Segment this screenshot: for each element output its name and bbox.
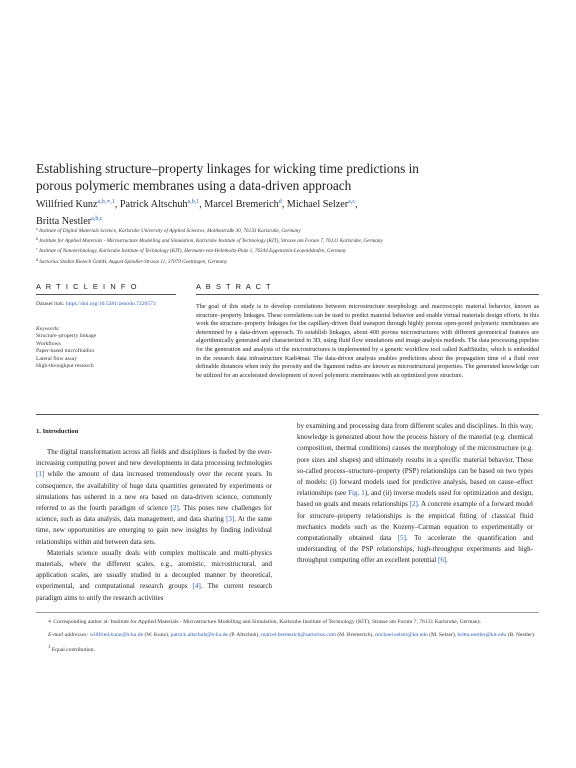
title-line: Establishing structure–property linkages for wicking time predictions in (36, 161, 419, 176)
text-run: . This poses new challenges for science, such as data analysis, data management, and data sharing (36, 504, 272, 524)
affiliation (36, 225, 506, 235)
email-owner: (B. Nestler). (506, 632, 536, 639)
keyword: Paper-based microfluidics (36, 348, 95, 354)
keyword: High-throughput research (36, 363, 94, 369)
author-affil-mark[interactable]: d (278, 199, 282, 205)
dataset-link-row (36, 301, 176, 309)
author-name[interactable]: Willfried Kunz (36, 199, 98, 210)
author-affil-mark[interactable]: a,b,∗,1 (97, 199, 115, 205)
footnote-text: Equal contribution. (51, 647, 95, 654)
text-run: . The current research paradigm aims to unify the research activities (36, 582, 272, 602)
text-run: . At the same time, new opportunities are emerging to gain new insights by finding individual relationships within and between data sets. (36, 515, 272, 546)
affiliation-key: b (36, 236, 38, 242)
citation-link[interactable]: [1] (36, 470, 45, 479)
text-run: . (446, 556, 448, 565)
divider (196, 294, 539, 295)
affiliations (36, 225, 506, 266)
article-info-heading: A R T I C L E I N F O (36, 282, 139, 291)
affiliation-text: Sartorius Stedim Biotech GmbH, August-Spindler-Strasse 11, 37079 Goettingen, Germany (39, 258, 228, 265)
text-run: . A concrete example of a forward model for structure–property relationships is the empirical fitting of classical fluid mechanics models such as the Kozeny–Carman equation to experimentally or computationally obtained data (297, 500, 533, 543)
text-run: Materials science usually deals with complex multiscale and multi-physics materials, where the different scales, e.g., atomistic, microstructural, and application scales, are usually studied in a decoupled manner by theoretical, experimental, and computational research groups (36, 548, 272, 591)
footnote-divider (36, 612, 539, 613)
text-run: ), and (ii) inverse models used for optimization and design, based on goals and means relationships (297, 489, 533, 509)
affiliation-key: a (36, 226, 38, 231)
affiliation-text: Institute of Nanotechnology, Karlsruhe Institute of Technology (KIT), Hermann-von-Helmholtz-Platz 1, 76344 Eggenstein-Leopoldshafen, Germany (39, 248, 347, 255)
author-affil-mark[interactable]: a,c (348, 199, 355, 205)
dataset-label: Dataset link: (36, 301, 65, 307)
text-run: The digital transformation across all fields and disciplines is fueled by the ever-increasing computing power and new developments in data processing technologies (36, 448, 272, 468)
citation-link[interactable]: [2] (170, 504, 179, 513)
keywords-title: Keywords: (36, 325, 61, 332)
corresponding-author-note (36, 618, 539, 626)
author-affil-mark[interactable]: a,b,1 (187, 199, 200, 205)
paragraph (36, 447, 272, 548)
text-run: by examining and processing data from different scales and disciplines. In this way, knowledge is generated about how the process history of the material (e.g. chemical composition, thermal conditions) causes the morphology of the microstructure (e.g. pore sizes and shapes) and ultimately results in a specific material behavior. These so-called process–structure–property (PSP) relationships can be based on two types of models: (i) forward models used for predictive analysis, based on cause–effect relationships (see (297, 422, 533, 498)
dataset-link[interactable]: https://doi.org/10.5281/zenodo.7220573 (65, 301, 156, 307)
email-owner: (W. Kunz), (143, 632, 171, 639)
citation-link[interactable]: [3] (226, 515, 235, 524)
author-name[interactable]: Britta Nestler (36, 216, 92, 227)
affiliation (36, 256, 506, 266)
figure-link[interactable]: Fig. 1 (348, 489, 365, 498)
email-owner: (P. Altschuh), (228, 632, 262, 639)
text-run: while the amount of data increased tremendously over the recent years. In consequence, the availability of huge data quantities generated by experiments or simulations has ushered in a new era based on data-driven science, commonly referred to as the fourth paradigm of science (36, 470, 272, 513)
email-label: E-mail addresses: (48, 632, 89, 639)
email-owner: (M. Bremerich), (335, 632, 376, 639)
body-column-right (297, 421, 533, 567)
citation-link[interactable]: [6] (438, 556, 447, 565)
section-heading: 1. Introduction (36, 428, 79, 435)
author-name[interactable]: Marcel Bremerich (204, 199, 279, 210)
divider (36, 414, 539, 415)
email-link[interactable]: patrick.altschuh@h-ka.de (170, 632, 229, 639)
keyword: Workflows (36, 340, 61, 347)
keyword: Structure–property linkage (36, 333, 97, 339)
article-info (36, 301, 176, 371)
title-line: porous polymeric membranes using a data-driven approach (36, 178, 352, 193)
citation-link[interactable]: [5] (397, 534, 406, 543)
abstract-heading: A B S T R A C T (196, 282, 273, 291)
footnote-mark: 1 (48, 645, 51, 651)
abstract-text: The goal of this study is to develop correlations between microstructure morphology and macroscopic material behavior, known as structure–property linkages. These correlations can be used to predict material behavior and enable virtual materials design efforts. In this work the structure–property linkages for the capillary-driven fluid transport through highly porous open-pored polymeric membranes are determined by a data-driven approach. To establish linkages, about 400 porous microstructures with different geometrical features are algorithmically generated and characterized in 3D, using fluid flow simulations and image analysis methods. The data processing pipeline for the generation and analysis of the microstructures is implemented by a generic workflow tool called KadiStudio, which is embedded in the research data infrastructure Kadi4mat. The data-driven analysis enables predictions about the propagation time of a fluid over definable distances when only the porosity and the ligament radius are known as microstructural properties. The generated knowledge can be utilized for an accelerated development of novel polymeric membranes with an optimized pore structure. (196, 303, 539, 379)
affiliation-key: d (36, 256, 38, 262)
divider (36, 294, 176, 295)
email-addresses (36, 631, 539, 639)
email-link[interactable]: willfried.kunz@h-ka.de (89, 632, 144, 639)
citation-link[interactable]: [4] (192, 582, 201, 591)
equal-contribution-note (36, 644, 539, 654)
affiliation (36, 245, 506, 255)
paper-title (36, 160, 476, 194)
text-run: . To accelerate the quantification and understanding of the PSP relationships, high-throughput experiments and high-throughput computing offer an excellent potential (297, 534, 533, 565)
affiliation-text: Institute of Digital Materials Science, Karlsruhe University of Applied Sciences, Moltkestraße 30, 76133 Karlsruhe, Germany (39, 228, 301, 234)
paragraph (36, 548, 272, 604)
footnote-text: Corresponding author at: Institute for Applied Materials - Microstructure Modelling and Simulation, Karlsruhe Institute of Technology (KIT), Strasse am Forum 7, 76131 Karlsruhe, Germany. (53, 619, 482, 625)
footnote-mark: ∗ (48, 619, 52, 625)
body-column-left (36, 447, 272, 604)
affiliation (36, 235, 506, 245)
author-name[interactable]: Patrick Altschuh (119, 199, 188, 210)
email-link[interactable]: britta.nestler@kit.edu (457, 632, 507, 639)
paragraph (297, 421, 533, 567)
citation-link[interactable]: [2] (409, 500, 418, 509)
author-list: Willfried Kunz$^{a,b,∗,1}$, Patrick Altschuh$^{a,b,1}$, Marcel Bremerich$^d$, Michael Selzer$^{a,c}$, Britta Nestler$^{a,b,c}$ (36, 199, 358, 227)
affiliation-text: Institute for Applied Materials - Microstructure Modelling and Simulation, Karlsruhe Institute of Technology (KIT), Strasse am Forum 7, 76131 Karlsruhe, Germany (39, 238, 383, 245)
affiliation-key: c (36, 246, 38, 252)
email-link[interactable]: michael.selzer@kit.edu (375, 632, 428, 639)
footnotes (36, 618, 539, 654)
email-owner: (M. Selzer), (427, 632, 458, 639)
author-name[interactable]: Michael Selzer (286, 199, 349, 210)
email-link[interactable]: marcel.bremerich@sartorius.com (261, 632, 336, 639)
author-affil-mark[interactable]: a,b,c (91, 216, 103, 222)
keyword: Lateral flow assay (36, 355, 78, 362)
